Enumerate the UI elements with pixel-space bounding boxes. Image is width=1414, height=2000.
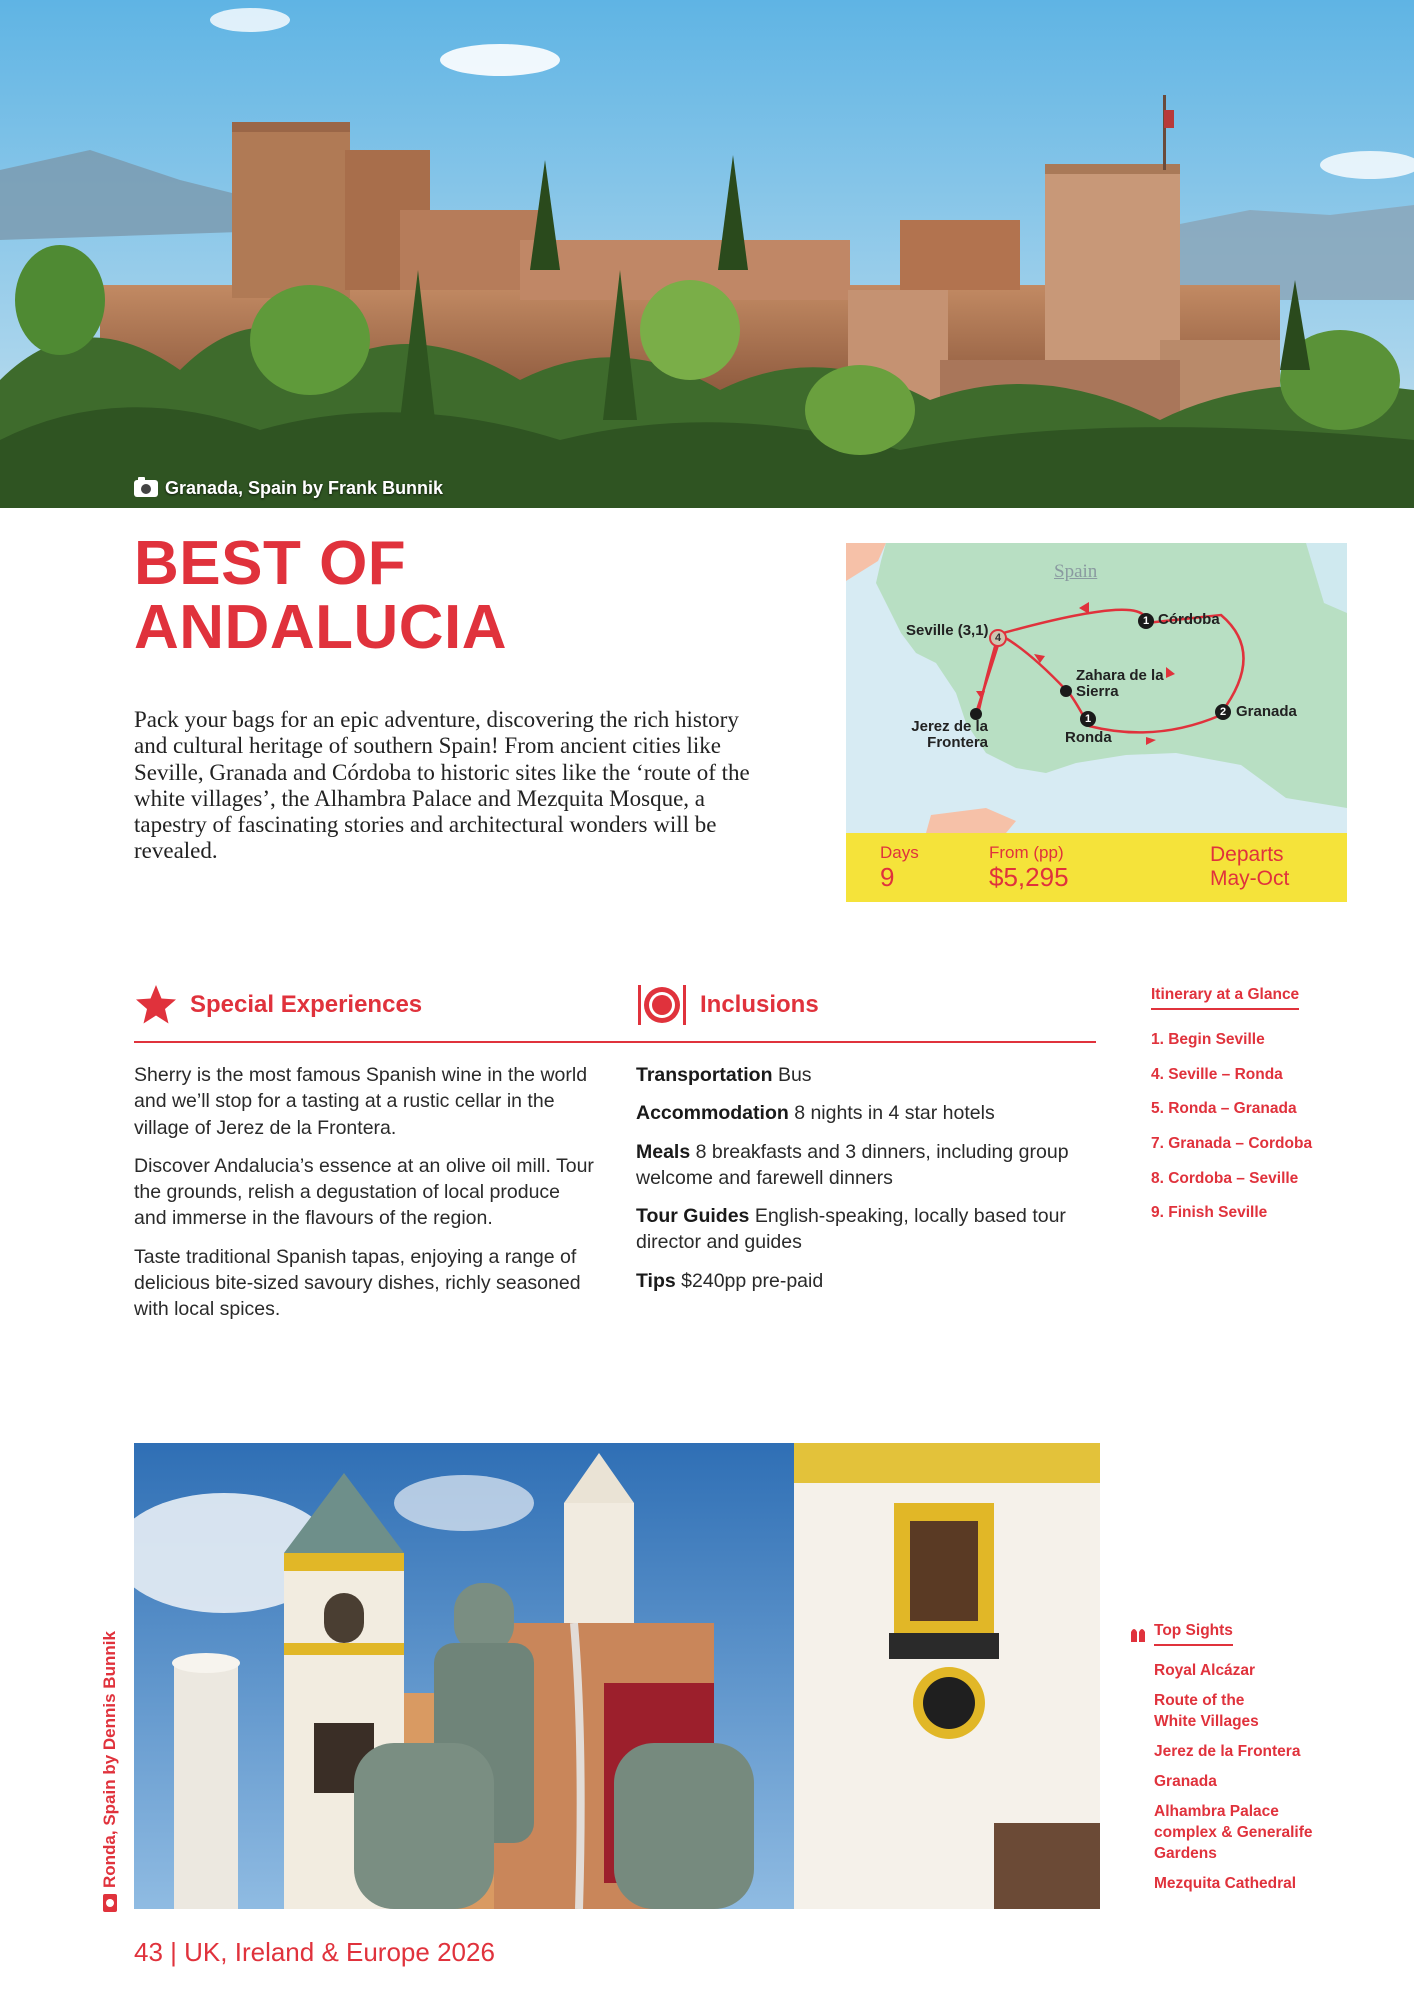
inclusion-item	[636, 1203, 1106, 1256]
days-value: 9	[880, 862, 895, 892]
landmark-icon	[1130, 1626, 1146, 1642]
inclusion-label: Transportation	[636, 1064, 773, 1086]
inclusion-text: 8 breakfasts and 3 dinners, including group welcome and farewell dinners	[636, 1140, 1069, 1189]
special-experiences-list	[134, 1062, 594, 1335]
inclusion-text: Bus	[777, 1064, 812, 1086]
star-icon	[134, 983, 178, 1027]
inclusion-label: Tour Guides	[636, 1205, 750, 1228]
ronda-photo-credit	[100, 1631, 120, 1912]
title-line-1: BEST OF	[134, 529, 407, 598]
itinerary-list	[1151, 1031, 1312, 1239]
map-pin-ronda: 1	[1080, 711, 1096, 727]
page-footer	[134, 1937, 495, 1968]
hero-photo-credit	[134, 478, 443, 499]
sight-item: Jerez de la Frontera	[1154, 1743, 1301, 1760]
map-country-label: Spain	[1054, 561, 1098, 582]
inclusion-item	[636, 1268, 1106, 1294]
inclusion-text: English-speaking, locally based tour director and guides	[636, 1205, 1066, 1254]
inclusion-item	[636, 1062, 1106, 1088]
map-label-seville: Seville (3,1)	[906, 622, 989, 639]
inclusion-label: Accommodation	[636, 1102, 789, 1125]
map-pin-granada: 2	[1215, 704, 1231, 720]
footer-separator: |	[170, 1937, 177, 1967]
hero-photo	[0, 0, 1414, 508]
inclusions-heading-text: Inclusions	[700, 991, 819, 1018]
map-label-ronda: Ronda	[1065, 729, 1112, 746]
inclusion-item	[636, 1100, 1106, 1126]
ronda-illustration	[134, 1443, 1100, 1909]
map-label-jerez: Jerez de la Frontera	[911, 718, 988, 751]
plate-cutlery-icon	[636, 983, 688, 1027]
facts-days	[880, 843, 919, 891]
inclusion-text: $240pp pre-paid	[681, 1269, 824, 1292]
facts-departs	[1210, 843, 1289, 891]
inclusion-item	[636, 1139, 1106, 1192]
itinerary-item: 4. Seville – Ronda	[1151, 1065, 1283, 1083]
hero-credit-text: Granada, Spain by Frank Bunnik	[165, 478, 444, 498]
sight-item: Royal Alcázar	[1154, 1662, 1256, 1679]
days-label: Days	[880, 843, 919, 862]
route-map	[846, 543, 1347, 902]
map-label-zahara: Zahara de la Sierra	[1076, 667, 1164, 700]
sight-item: Alhambra Palace complex & Generalife Gardens	[1154, 1803, 1313, 1862]
map-pin-seville: 4	[989, 629, 1007, 647]
price-value: $5,295	[989, 862, 1069, 892]
camera-icon	[103, 1894, 117, 1912]
itinerary-item: 9. Finish Seville	[1151, 1204, 1268, 1222]
intro-paragraph: Pack your bags for an epic adventure, discovering the rich history and cultural heritage of southern Spain! From ancient cities like Seville, Granada and Córdoba to historic sites like the ‘route of the white villages’, the Alhambra Palace and Mezquita Mosque, a tapestry of fascinating stories and architectural wonders will be revealed.	[134, 707, 750, 864]
itinerary-item: 1. Begin Seville	[1151, 1031, 1265, 1048]
map-pin-cordoba: 1	[1138, 613, 1154, 629]
ronda-photo	[134, 1443, 1100, 1909]
departs-label: Departs	[1210, 843, 1284, 866]
ronda-credit-text: Ronda, Spain by Dennis Bunnik	[100, 1631, 119, 1888]
itinerary-item: 7. Granada – Cordoba	[1151, 1135, 1313, 1153]
departs-value: May-Oct	[1210, 867, 1290, 890]
sight-item: Mezquita Cathedral	[1154, 1875, 1297, 1892]
trip-facts-bar	[846, 833, 1347, 902]
itinerary-heading: Itinerary at a Glance	[1151, 986, 1299, 1010]
experience-paragraph: Discover Andalucia’s essence at an olive oil mill. Tour the grounds, relish a degustation of local produce and immerse in the flavours of the region.	[134, 1154, 594, 1230]
inclusions-list	[636, 1062, 1106, 1306]
experience-paragraph: Sherry is the most famous Spanish wine in the world and we’ll stop for a tasting at a rustic cellar in the village of Jerez de la Frontera.	[134, 1064, 588, 1139]
experience-paragraph: Taste traditional Spanish tapas, enjoying a range of delicious bite-sized savoury dishes, richly seasoned with local spices.	[134, 1245, 581, 1321]
itinerary-item: 8. Cordoba – Seville	[1151, 1169, 1299, 1187]
page-number: 43	[134, 1937, 163, 1967]
facts-price	[989, 843, 1069, 891]
camera-icon	[134, 480, 158, 497]
inclusions-heading	[636, 983, 819, 1027]
price-label: From (pp)	[989, 843, 1064, 862]
section-divider	[134, 1041, 1096, 1043]
top-sights-list	[1154, 1660, 1344, 1903]
title-line-2: ANDALUCIA	[134, 593, 508, 662]
special-experiences-heading	[134, 983, 422, 1027]
inclusion-text: 8 nights in 4 star hotels	[794, 1102, 995, 1125]
sight-item: Granada	[1154, 1773, 1217, 1790]
map-label-cordoba: Córdoba	[1158, 611, 1220, 628]
itinerary-item: 5. Ronda – Granada	[1151, 1100, 1297, 1118]
sight-item: Route of the White Villages	[1154, 1692, 1259, 1730]
publication-title: UK, Ireland & Europe 2026	[184, 1937, 495, 1967]
map-pin-zahara	[1060, 685, 1072, 697]
special-heading-text: Special Experiences	[190, 991, 423, 1018]
inclusion-label: Tips	[636, 1269, 676, 1292]
map-label-granada: Granada	[1236, 703, 1297, 720]
hero-illustration	[0, 0, 1414, 508]
top-sights-heading: Top Sights	[1154, 1622, 1233, 1646]
inclusion-label: Meals	[636, 1140, 691, 1163]
page-title	[134, 529, 734, 662]
